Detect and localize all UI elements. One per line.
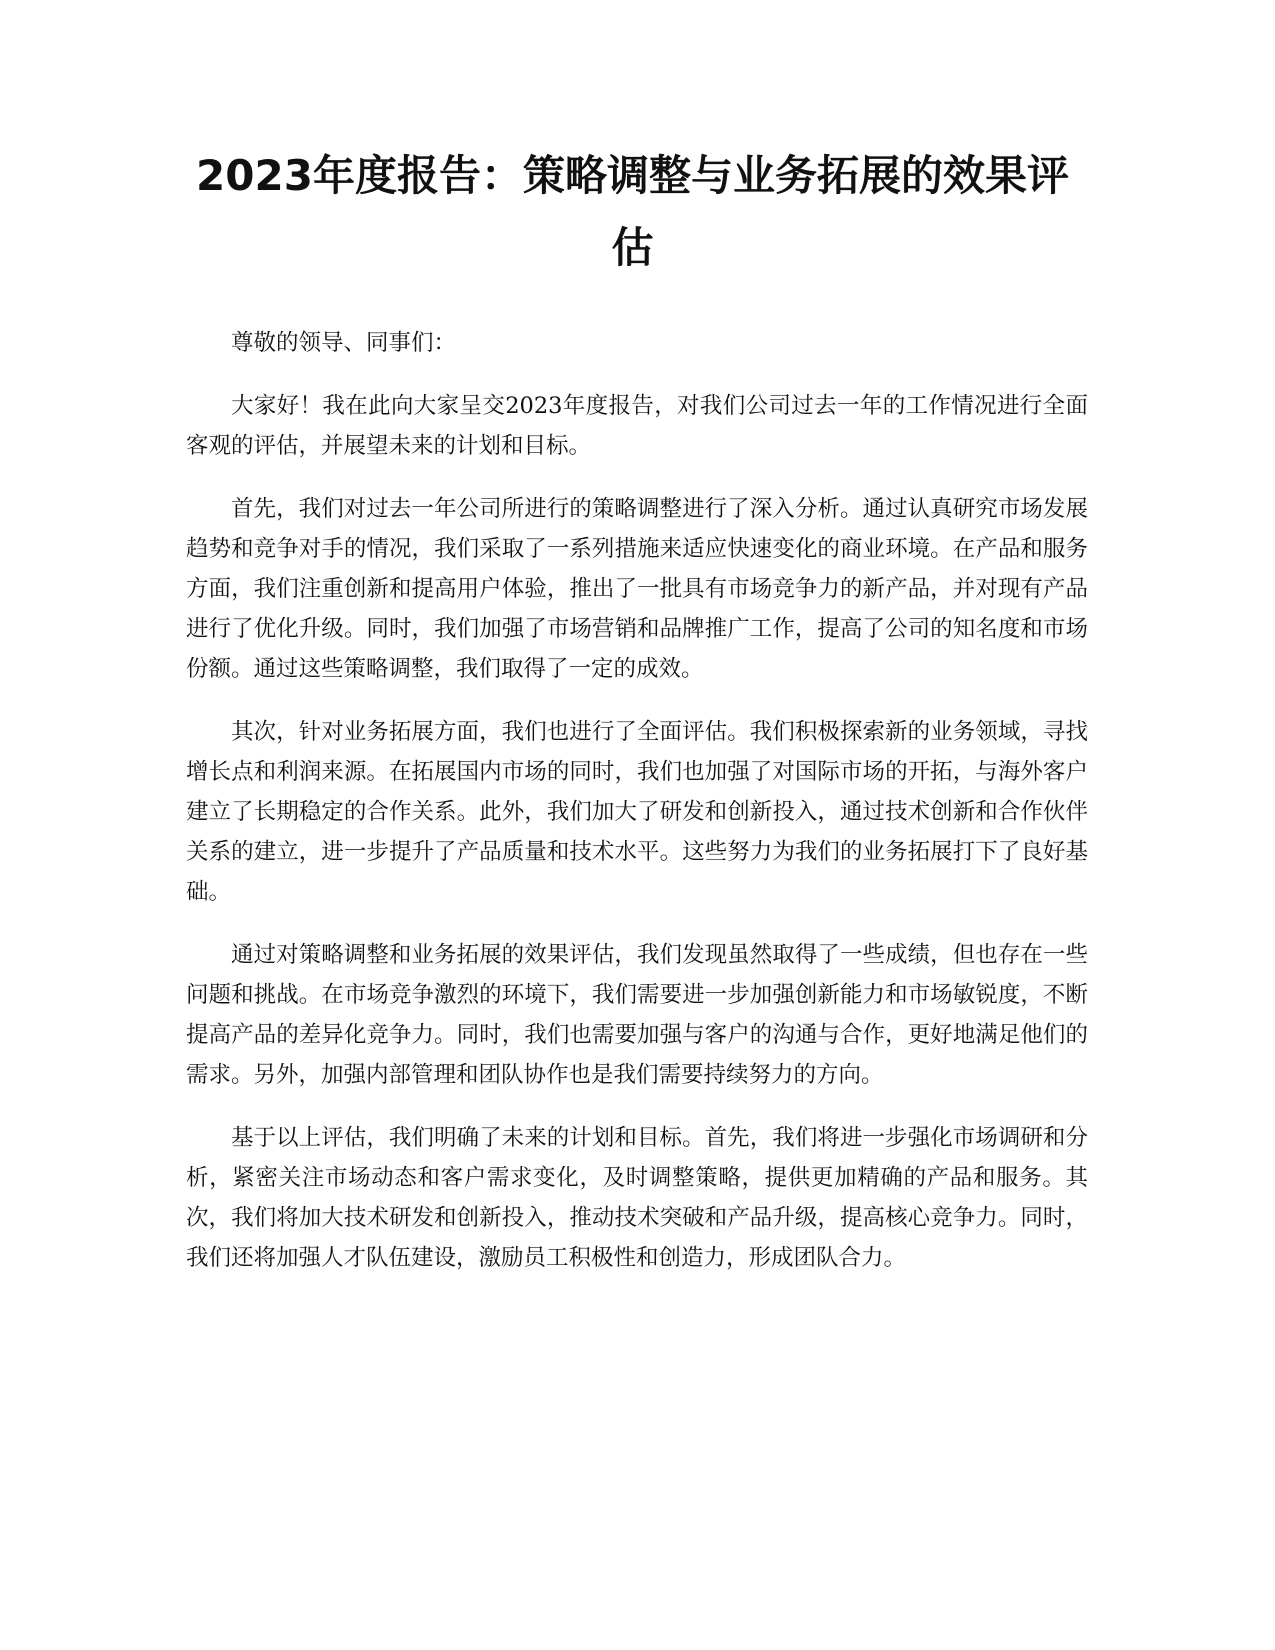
document-body xyxy=(186,323,1088,1301)
paragraph-business-expansion: 其次，针对业务拓展方面，我们也进行了全面评估。我们积极探索新的业务领域，寻找增长点和利润来源。在拓展国内市场的同时，我们也加强了对国际市场的开拓，与海外客户建立了长期稳定的合作关系。此外，我们加大了研发和创新投入，通过技术创新和合作伙伴关系的建立，进一步提升了产品质量和技术水平。这些努力为我们的业务拓展打下了良好基础。 xyxy=(186,719,1088,905)
paragraph-salutation: 尊敬的领导、同事们： xyxy=(231,330,457,356)
paragraph-greeting: 大家好！我在此向大家呈交2023年度报告，对我们公司过去一年的工作情况进行全面客观的评估，并展望未来的计划和目标。 xyxy=(186,393,1088,459)
paragraph-strategy: 首先，我们对过去一年公司所进行的策略调整进行了深入分析。通过认真研究市场发展趋势和竞争对手的情况，我们采取了一系列措施来适应快速变化的商业环境。在产品和服务方面，我们注重创新和提高用户体验，推出了一批具有市场竞争力的新产品，并对现有产品进行了优化升级。同时，我们加强了市场营销和品牌推广工作，提高了公司的知名度和市场份额。通过这些策略调整，我们取得了一定的成效。 xyxy=(186,496,1088,682)
paragraph-evaluation: 通过对策略调整和业务拓展的效果评估，我们发现虽然取得了一些成绩，但也存在一些问题和挑战。在市场竞争激烈的环境下，我们需要进一步加强创新能力和市场敏锐度，不断提高产品的差异化竞争力。同时，我们也需要加强与客户的沟通与合作，更好地满足他们的需求。另外，加强内部管理和团队协作也是我们需要持续努力的方向。 xyxy=(186,942,1088,1088)
document-title: 2023年度报告：策略调整与业务拓展的效果评估 xyxy=(196,151,1069,272)
paragraph-future-plans: 基于以上评估，我们明确了未来的计划和目标。首先，我们将进一步强化市场调研和分析，紧密关注市场动态和客户需求变化，及时调整策略，提供更加精确的产品和服务。其次，我们将加大技术研发和创新投入，推动技术突破和产品升级，提高核心竞争力。同时，我们还将加强人才队伍建设，激励员工积极性和创造力，形成团队合力。 xyxy=(186,1125,1088,1271)
